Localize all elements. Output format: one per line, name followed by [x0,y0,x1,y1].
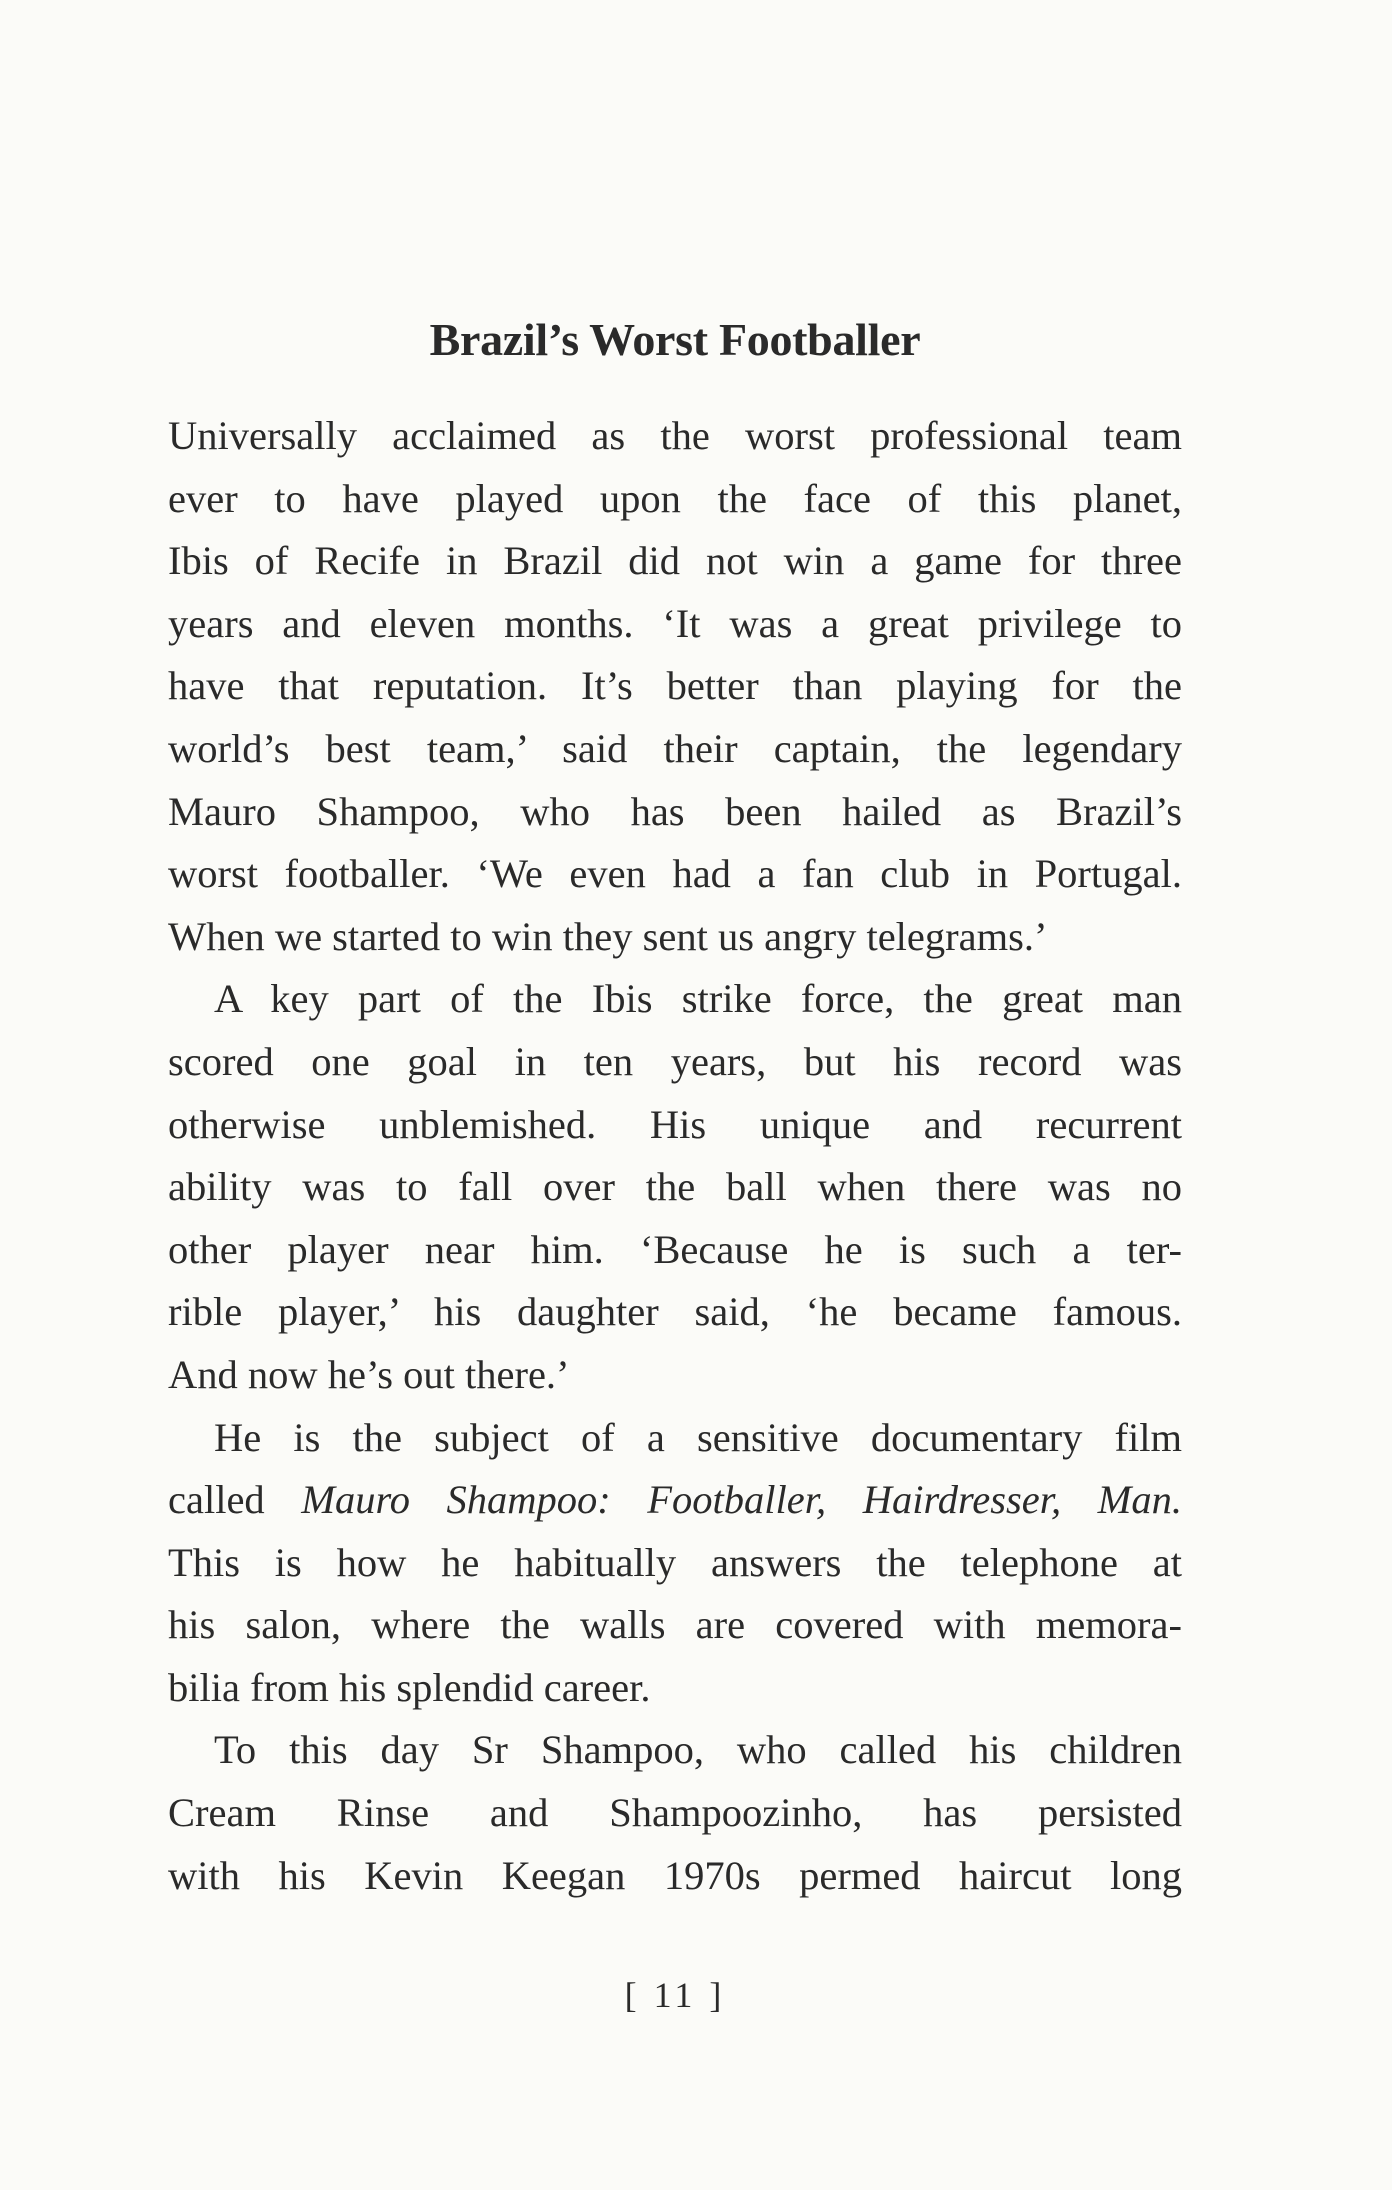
text-line: And now he’s out there.’ [168,1351,570,1397]
text-line: worst footballer. ‘We even had a fan club in Portugal. [168,851,1182,897]
text-line: When we started to win they sent us angry telegrams.’ [168,913,1048,959]
text-line: ability was to fall over the ball when there was no [168,1164,1182,1210]
text-line-with-film-title [168,1469,1182,1532]
text-line: scored one goal in ten years, but his record was [168,1038,1182,1084]
text-line: his salon, where the walls are covered with memora- [168,1602,1182,1648]
page-number: [ 11 ] [624,1975,726,2015]
text-line: world’s best team,’ said their captain, the legendary [168,725,1182,771]
text-line: Mauro Shampoo, who has been hailed as Brazil’s [168,788,1182,834]
text-line: otherwise unblemished. His unique and recurrent [168,1101,1182,1147]
text-line: ever to have played upon the face of this planet, [168,475,1182,521]
body-text [168,405,1182,1907]
text-line: other player near him. ‘Because he is such a ter- [168,1226,1182,1272]
text-line: Ibis of Recife in Brazil did not win a game for three [168,538,1182,584]
text-line: Universally acclaimed as the worst professional team [168,413,1182,458]
text-line: To this day Sr Shampoo, who called his children [214,1727,1182,1773]
text-line: with his Kevin Keegan 1970s permed haircut long [168,1852,1182,1898]
book-page [168,0,1182,2190]
chapter-title: Brazil’s Worst Footballer [429,314,921,365]
text-line: Cream Rinse and Shampoozinho, has persisted [168,1790,1182,1836]
text-line: bilia from his splendid career. [168,1664,651,1710]
text-line: years and eleven months. ‘It was a great privilege to [168,600,1182,646]
text-line: This is how he habitually answers the telephone at [168,1539,1182,1585]
text-line: He is the subject of a sensitive documentary film [214,1414,1182,1460]
film-title: Mauro Shampoo: Footballer, Hairdresser, Man. [301,1477,1182,1523]
text-line: have that reputation. It’s better than playing for the [168,663,1182,709]
text-line: A key part of the Ibis strike force, the great man [214,976,1182,1022]
text-fragment: called [168,1477,265,1523]
text-line: rible player,’ his daughter said, ‘he became famous. [168,1289,1182,1335]
